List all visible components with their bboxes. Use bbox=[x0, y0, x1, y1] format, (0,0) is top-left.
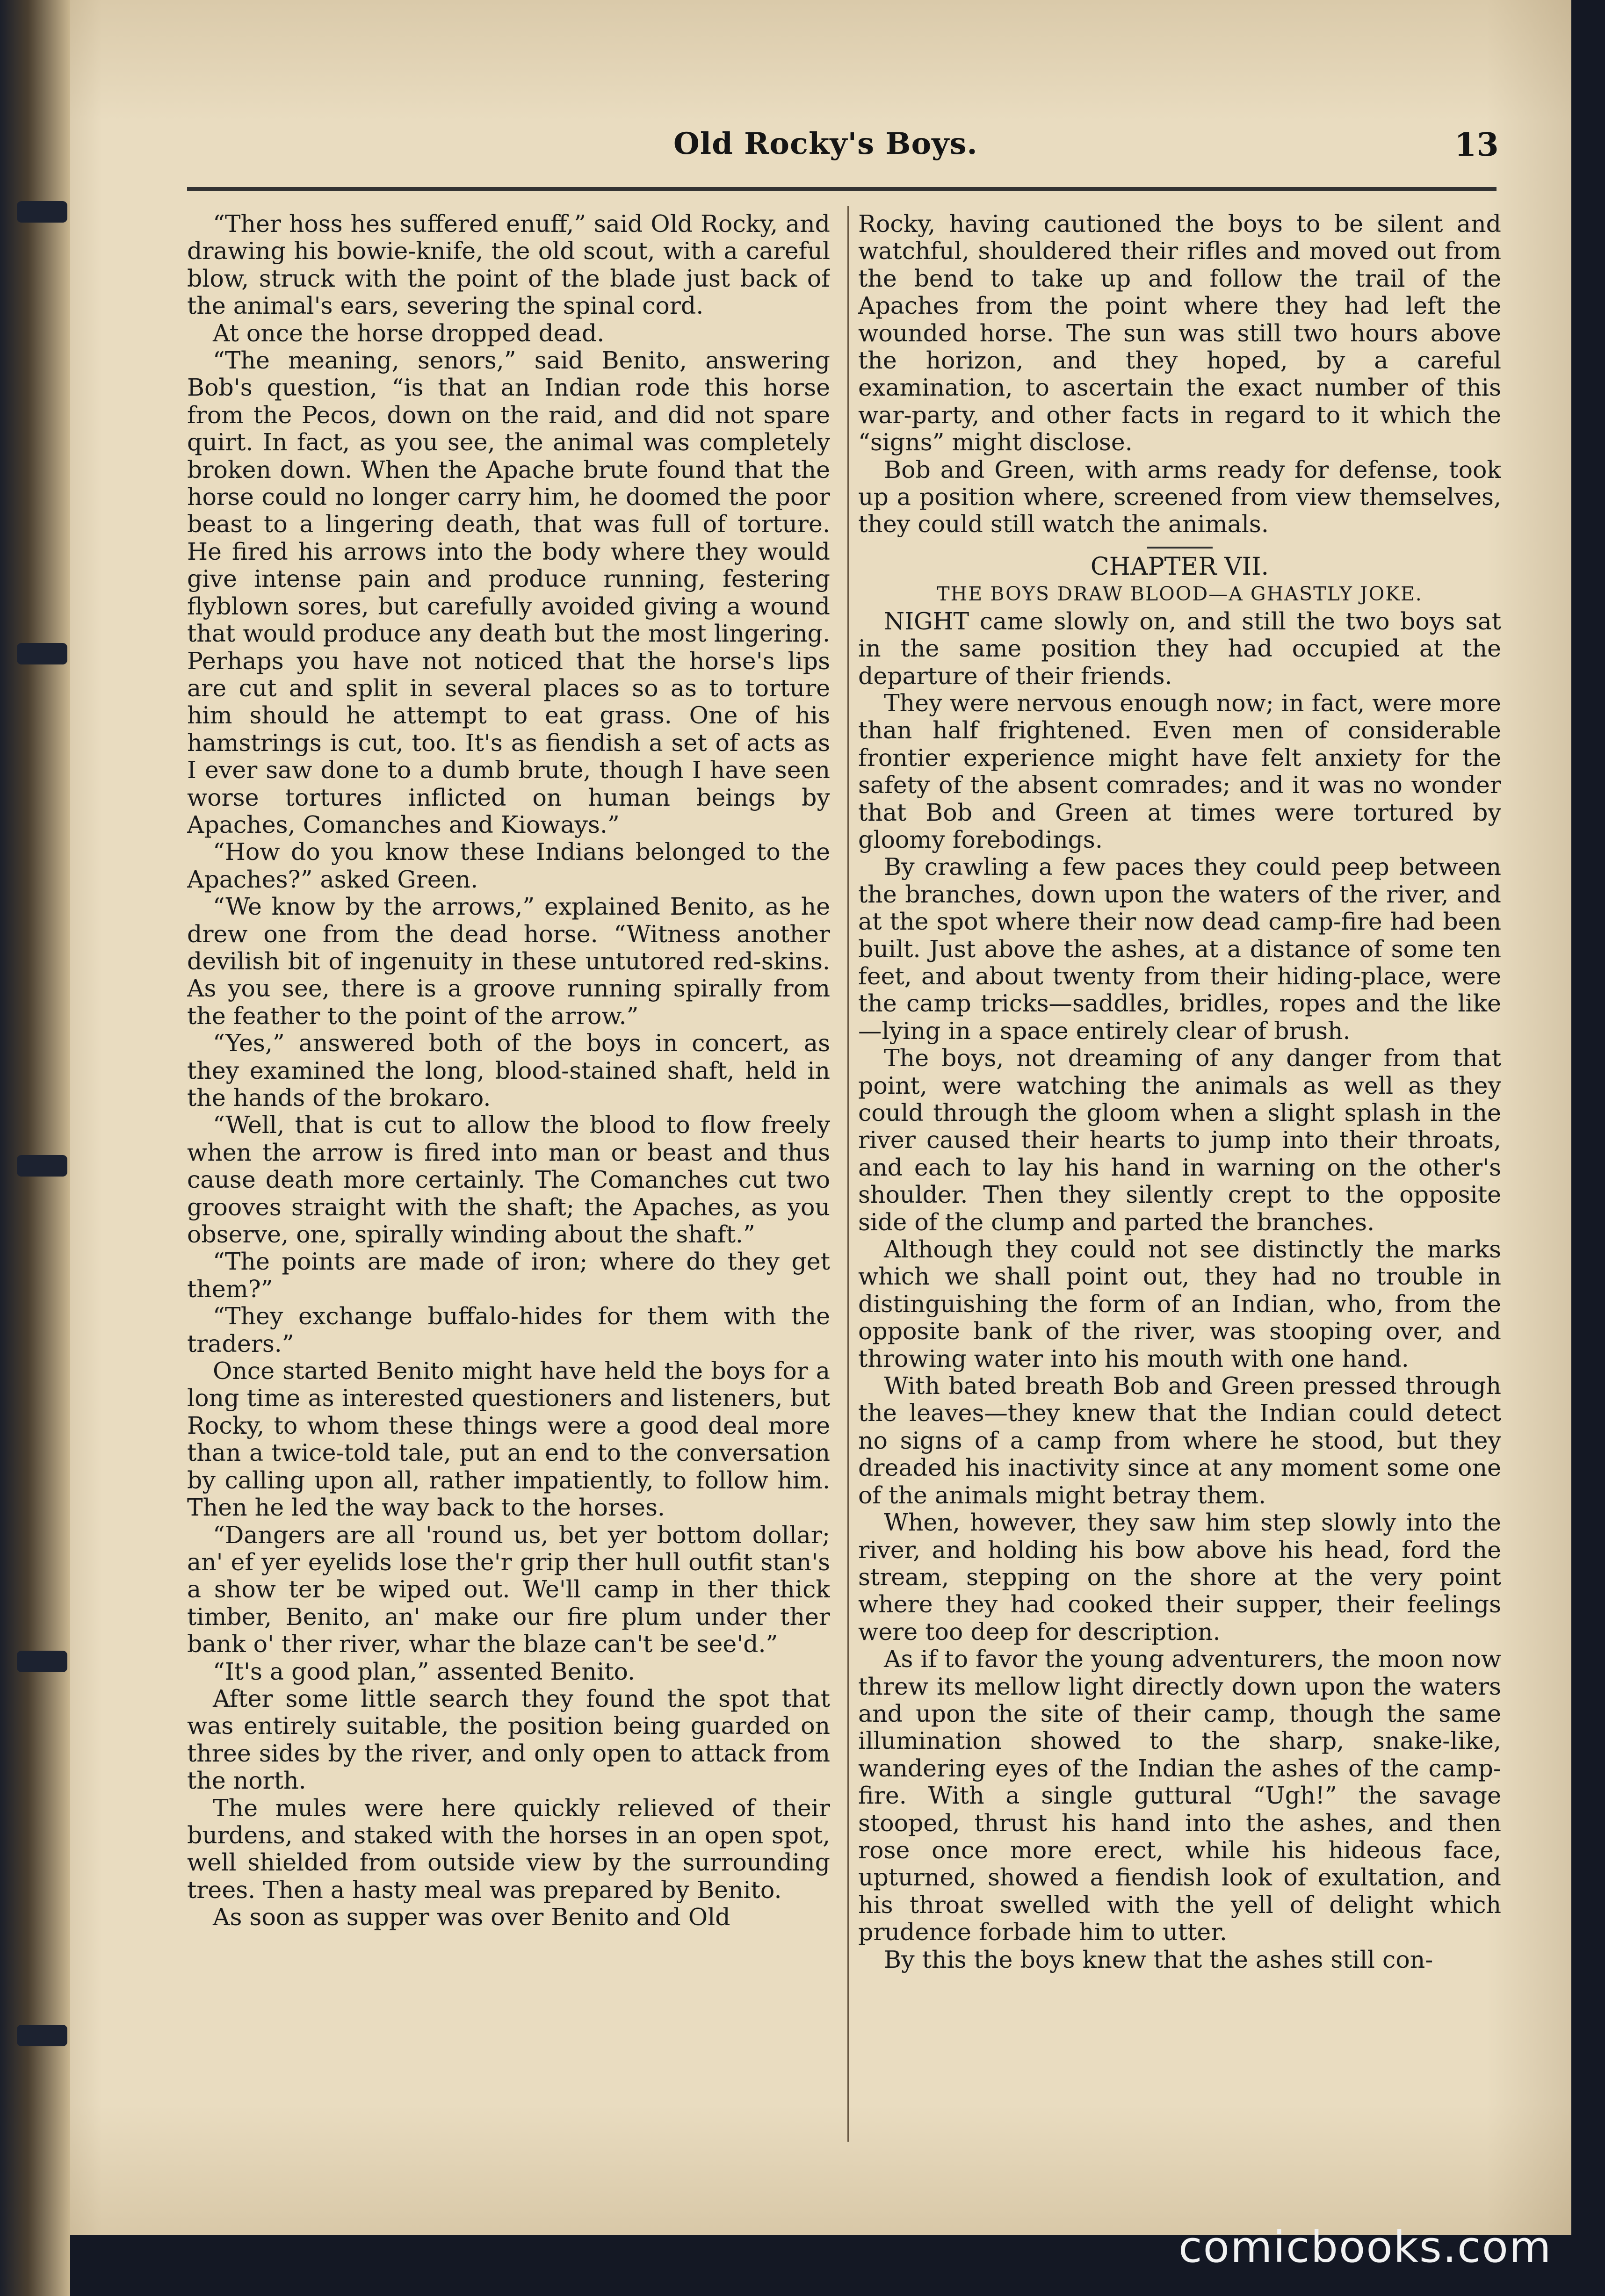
binding-stitch-3 bbox=[17, 1155, 67, 1177]
paragraph: The boys, not dreaming of any danger from that point, were watching the animals as well as they could through the gloom when a slight splash in the river caused their hearts to jump into their throats, and each to lay his hand in warning on the other's shoulder. Then they silently crept to the opposite side of the clump and parted the branches. bbox=[858, 1044, 1501, 1236]
binding-stitch-1 bbox=[17, 201, 67, 223]
paragraph: At once the horse dropped dead. bbox=[213, 319, 605, 347]
paragraph: “Well, that is cut to allow the blood to flow freely when the arrow is fired into man or beast and thus cause death more certainly. The Comanches cut two grooves straight with the shaft; the Apaches, as you observe, one, spirally winding about the shaft.” bbox=[187, 1111, 830, 1249]
paragraph: Rocky, having cautioned the boys to be silent and watchful, shouldered their rifles and moved out from the bend to take up and follow the trail of the Apaches from the point where they had left the wounded horse. The sun was still two hours above the horizon, and they hoped, by a careful examination, to ascertain the exact number of this war-party, and other facts in regard to it which the “signs” might disclose. bbox=[858, 210, 1501, 456]
paragraph: By this the boys knew that the ashes still con- bbox=[884, 1945, 1433, 1973]
page-binding-edge bbox=[0, 0, 70, 2296]
paragraph: By crawling a few paces they could peep between the branches, down upon the waters of the river, and at the spot where their now dead camp-fire had been built. Just above the ashes, at a distance of some ten feet, and about twenty from their hiding-place, were the camp tricks—saddles, bridles, ropes and the like—lying in a space entirely clear of brush. bbox=[858, 853, 1501, 1045]
chapter-title: CHAPTER VII. bbox=[1090, 552, 1269, 581]
paragraph: As soon as supper was over Benito and Old bbox=[213, 1903, 730, 1931]
binding-stitch-4 bbox=[17, 1651, 67, 1672]
left-column bbox=[187, 210, 830, 2137]
chapter-subtitle: THE BOYS DRAW BLOOD—A GHASTLY JOKE. bbox=[937, 583, 1423, 606]
paragraph: The mules were here quickly relieved of their burdens, and staked with the horses in an open spot, well shielded from outside view by the surrounding trees. Then a hasty meal was prepared by Benito. bbox=[187, 1794, 830, 1904]
paragraph: Once started Benito might have held the boys for a long time as interested questioners and listeners, but Rocky, to whom these things were a good deal more than a twice-told tale, put an end to the conversation by calling upon all, rather impatiently, to follow him. Then he led the way back to the horses. bbox=[187, 1357, 830, 1522]
paragraph: “The points are made of iron; where do they get them?” bbox=[187, 1248, 830, 1303]
paragraph: Bob and Green, with arms ready for defense, took up a position where, screened from view themselves, they could still watch the animals. bbox=[858, 455, 1501, 538]
column-divider bbox=[847, 206, 849, 2142]
page-number: 13 bbox=[1454, 126, 1499, 164]
binding-stitch-2 bbox=[17, 643, 67, 664]
header-rule bbox=[187, 187, 1497, 191]
paragraph: “Yes,” answered both of the boys in concert, as they examined the long, blood-stained shaft, held in the hands of the brokaro. bbox=[187, 1029, 830, 1112]
binding-stitch-5 bbox=[17, 2025, 67, 2046]
paragraph: NIGHT came slowly on, and still the two boys sat in the same position they had occupied at the departure of their friends. bbox=[858, 607, 1501, 690]
running-head: Old Rocky's Boys. bbox=[673, 126, 978, 161]
watermark: comicbooks.com bbox=[1178, 2222, 1552, 2272]
paragraph: As if to favor the young adventurers, the moon now threw its mellow light directly down upon the waters and upon the site of their camp, though the same illumination showed to the sharp, snake-like, wandering eyes of the Indian the ashes of the camp-fire. With a single guttural “Ugh!” the savage stooped, thrust his hand into the ashes, and then rose once more erect, while his hideous face, upturned, showed a fiendish look of exultation, and his throat swelled with the yell of delight which prudence forbade him to utter. bbox=[858, 1645, 1501, 1946]
paragraph: “How do you know these Indians belonged to the Apaches?” asked Green. bbox=[187, 838, 830, 893]
chapter-rule bbox=[1147, 547, 1213, 549]
paragraph: After some little search they found the spot that was entirely suitable, the position being guarded on three sides by the river, and only open to attack from the north. bbox=[187, 1684, 830, 1795]
paragraph: “Dangers are all 'round us, bet yer bottom dollar; an' ef yer eyelids lose the'r grip ther hull outfit stan's a show ter be wiped out. We'll camp in ther thick timber, Benito, an' make our fire plum under ther bank o' ther river, whar the blaze can't be see'd.” bbox=[187, 1521, 830, 1658]
paragraph: “It's a good plan,” assented Benito. bbox=[213, 1657, 636, 1685]
paragraph: They were nervous enough now; in fact, were more than half frightened. Even men of considerable frontier experience might have felt anxiety for the safety of the absent comrades; and it was no wonder that Bob and Green at times were tortured by gloomy forebodings. bbox=[858, 689, 1501, 853]
paragraph: “Ther hoss hes suffered enuff,” said Old Rocky, and drawing his bowie-knife, the old scout, with a careful blow, struck with the point of the blade just back of the animal's ears, severing the spinal cord. bbox=[187, 210, 830, 320]
paragraph: Although they could not see distinctly the marks which we shall point out, they had no trouble in distinguishing the form of an Indian, who, from the opposite bank of the river, was stooping over, and throwing water into his mouth with one hand. bbox=[858, 1235, 1501, 1372]
paragraph: “We know by the arrows,” explained Benito, as he drew one from the dead horse. “Witness another devilish bit of ingenuity in these untutored red-skins. As you see, there is a groove running spirally from the feather to the point of the arrow.” bbox=[187, 893, 830, 1030]
paragraph: “They exchange buffalo-hides for them with the traders.” bbox=[187, 1302, 830, 1357]
paragraph: When, however, they saw him step slowly into the river, and holding his bow above his head, ford the stream, stepping on the shore at the very point where they had cooked their supper, their feelings were too deep for description. bbox=[858, 1509, 1501, 1646]
paragraph: “The meaning, senors,” said Benito, answering Bob's question, “is that an Indian rode this horse from the Pecos, down on the raid, and did not spare quirt. In fact, as you see, the animal was completely broken down. When the Apache brute found that the horse could no longer carry him, he doomed the poor beast to a lingering death, that was full of torture. He fired his arrows into the body where they would give intense pain and produce running, festering flyblown sores, but carefully avoided giving a wound that would produce any death but the most lingering. Perhaps you have not noticed that the horse's lips are cut and split in several places so as to torture him should he attempt to eat grass. One of his hamstrings is cut, too. It's as fiendish a set of acts as I ever saw done to a dumb brute, though I have seen worse tortures inflicted on human beings by Apaches, Comanches and Kioways.” bbox=[187, 347, 830, 838]
paragraph: With bated breath Bob and Green pressed through the leaves—they knew that the Indian could detect no signs of a camp from where he stood, but they dreaded his inactivity since at any moment some one of the animals might betray them. bbox=[858, 1372, 1501, 1509]
right-column bbox=[858, 210, 1501, 2137]
